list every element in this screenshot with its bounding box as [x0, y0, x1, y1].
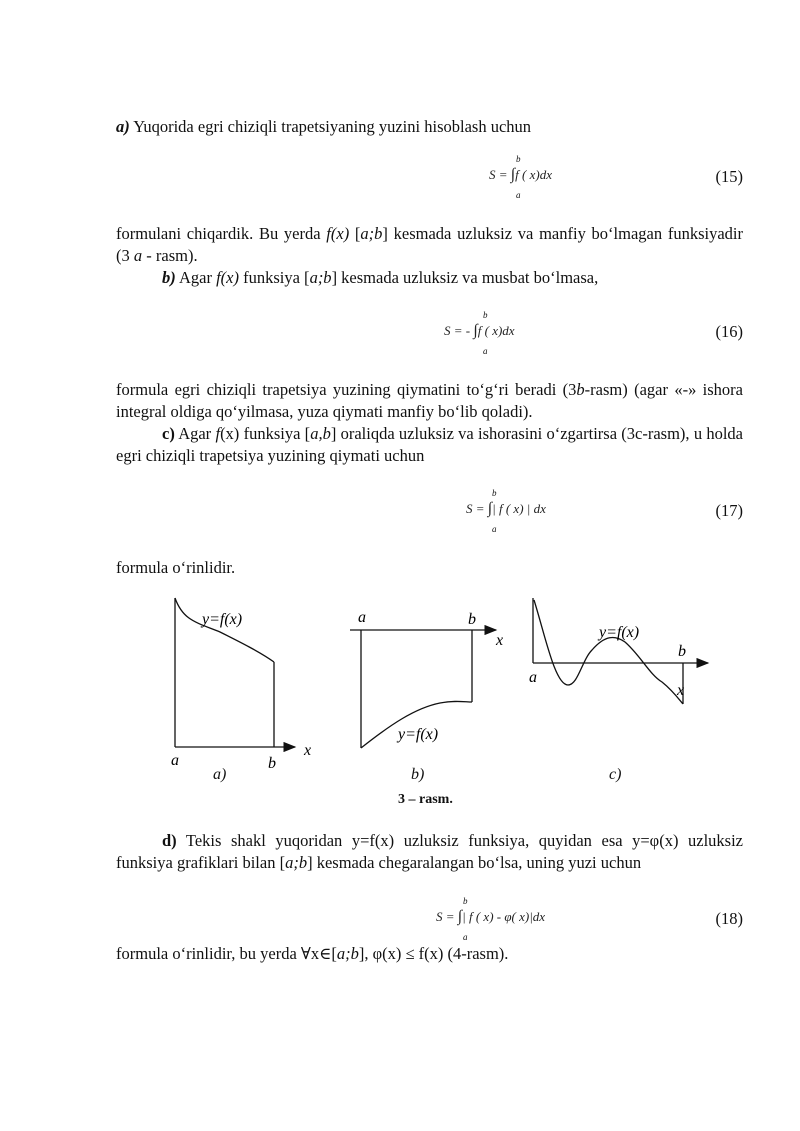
- equation-number: (18): [715, 909, 743, 928]
- integral-sign: ∫: [457, 908, 463, 925]
- text-run: a,b: [310, 424, 331, 443]
- upper-limit: b: [492, 488, 497, 498]
- item-letter: c): [162, 424, 175, 443]
- text-run: a;b: [360, 224, 383, 243]
- formula-17: [466, 500, 546, 518]
- formula-18: [436, 908, 545, 926]
- text-run: funksiya [: [238, 268, 310, 287]
- upper-limit: b: [516, 154, 521, 164]
- formula-lhs: S = -: [444, 323, 471, 338]
- formula-15: [489, 166, 552, 184]
- equation-number: (15): [715, 167, 743, 186]
- text-run: a;b: [336, 944, 359, 963]
- formula-integrand: | f ( x) | dx: [492, 501, 546, 516]
- figure-panel-b: [350, 609, 503, 748]
- paragraph-text: Yuqorida egri chiziqli trapetsiyaning yuzini hisoblash uchun: [129, 117, 532, 136]
- paragraph-c: [116, 423, 743, 467]
- item-letter: d): [162, 831, 177, 850]
- formula-integrand: f ( x)dx: [515, 167, 552, 182]
- point-a-label: a: [171, 752, 179, 769]
- figure-panel-a: [171, 598, 311, 772]
- text-run: f: [215, 424, 221, 443]
- figure-caption: 3 – rasm.: [398, 792, 453, 807]
- point-b-label: b: [268, 755, 276, 772]
- text-run: formula egri chiziqli trapetsiya yuzining qiymatini to‘g‘ri beradi (3: [116, 380, 577, 399]
- formula-lhs: S =: [489, 167, 508, 182]
- curve-label: y=f(x): [202, 611, 243, 628]
- integral-sign: ∫: [487, 500, 493, 517]
- item-letter: b): [162, 268, 176, 287]
- x-axis-label: x: [496, 632, 504, 649]
- integral-sign: ∫: [510, 166, 516, 183]
- text-run: ] kesmada chegaralangan bo‘lsa, uning yuzi uchun: [307, 853, 642, 872]
- point-b-label: b: [468, 611, 476, 628]
- paragraph-b: [116, 267, 743, 289]
- lower-limit: a: [492, 524, 497, 534]
- equation-number: (16): [715, 322, 743, 341]
- text-run: formula o‘rinlidir, bu yerda ∀x∈[: [116, 944, 337, 963]
- paragraph-d: [116, 830, 743, 874]
- point-b-label: b: [678, 643, 686, 660]
- text-run: ] kesmada uzluksiz va musbat bo‘lmasa,: [331, 268, 599, 287]
- text-run: a;b: [285, 853, 308, 872]
- panel-b-label: b): [411, 766, 425, 783]
- integral-sign: ∫: [473, 322, 478, 339]
- paragraph-after-16: [116, 379, 743, 423]
- lower-limit: a: [483, 346, 488, 356]
- x-axis-label: x: [677, 682, 685, 699]
- text-run: a: [133, 246, 143, 265]
- text-run: ], φ(x) ≤ f(x) (4-rasm).: [358, 944, 509, 963]
- upper-limit: b: [463, 896, 468, 906]
- x-axis-label: x: [304, 742, 312, 759]
- formula-lhs: S =: [466, 501, 485, 516]
- text-run: ] oraliqda uzluksiz va ishorasini o‘zgartirsa (3c-rasm), u holda egri chiziqli trapetsiya yuzining qiymati uchun: [116, 424, 744, 465]
- point-a-label: a: [358, 609, 366, 626]
- text-run: (x) funksiya [: [220, 424, 311, 443]
- curve-label: y=f(x): [599, 624, 640, 641]
- figure-panel-c: [529, 598, 708, 704]
- equation-number: (17): [715, 501, 743, 520]
- paragraph-after-17: formula o‘rinlidir.: [116, 558, 236, 577]
- panel-c-label: c): [609, 766, 622, 783]
- figure-3: [150, 590, 730, 785]
- text-run: Tekis shakl yuqoridan y=f(x) uzluksiz funksiya, quyidan esa y=φ(x) uzluksiz funksiya grafiklari bilan [: [116, 831, 743, 872]
- text-run: Agar: [174, 424, 216, 443]
- paragraph-a: [116, 116, 743, 138]
- formula-16: [444, 322, 515, 340]
- lower-limit: a: [463, 932, 468, 942]
- formula-integrand: | f ( x) - φ( x)|dx: [462, 909, 546, 924]
- paragraph-after-15: [116, 223, 743, 267]
- paragraph-after-18: [116, 943, 743, 965]
- text-run: a;b: [309, 268, 332, 287]
- point-a-label: a: [529, 669, 537, 686]
- panel-a-label: a): [213, 766, 227, 783]
- text-run: ] kesmada uzluksiz va manfiy bo‘lmagan funksiyadir (3: [116, 224, 743, 265]
- formula-lhs: S =: [436, 909, 455, 924]
- lower-limit: a: [516, 190, 521, 200]
- text-run: Agar: [175, 268, 217, 287]
- text-run: -rasm) (agar «-» ishora integral oldiga qo‘yilmasa, yuza qiymati manfiy bo‘lib qoladi).: [116, 380, 743, 421]
- curve-label: y=f(x): [398, 726, 439, 743]
- text-run: f(x): [326, 224, 350, 243]
- text-run: [: [349, 224, 361, 243]
- text-run: f(x): [216, 268, 239, 287]
- upper-limit: b: [483, 310, 488, 320]
- text-run: - rasm).: [142, 246, 198, 265]
- formula-integrand: f ( x)dx: [477, 323, 515, 338]
- text-run: b: [576, 380, 585, 399]
- item-letter: a): [116, 117, 130, 136]
- text-run: formulani chiqardik. Bu yerda: [116, 224, 327, 243]
